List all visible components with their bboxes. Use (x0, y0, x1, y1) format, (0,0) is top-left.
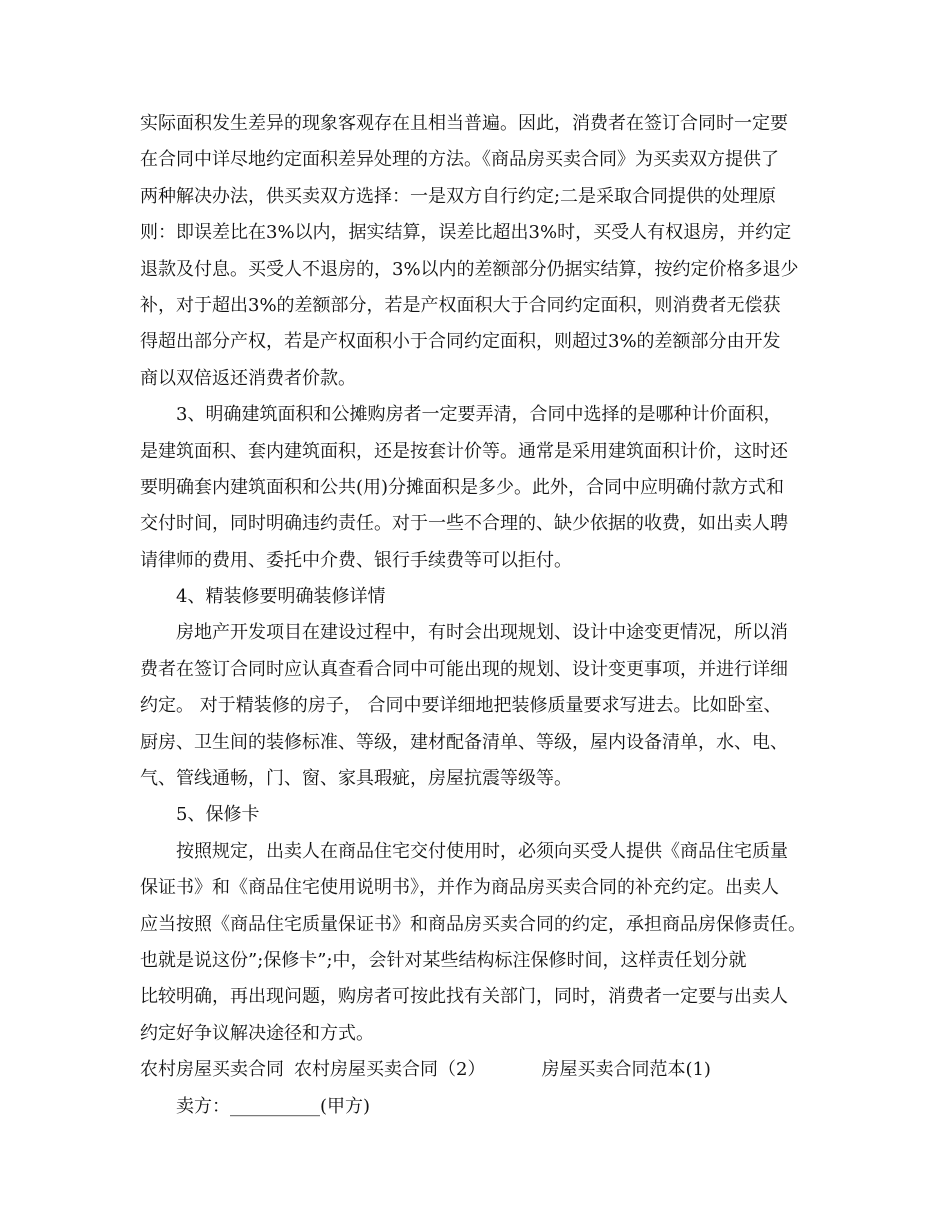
text-line: 请律师的费用、委托中介费、银行手续费等可以拒付。 (140, 549, 572, 571)
text-line: 3、明确建筑面积和公摊购房者一定要弄清，合同中选择的是哪种计价面积， (176, 404, 782, 426)
text-line: 应当按照《商品住宅质量保证书》和商品房买卖合同的约定，承担商品房保修责任。 (140, 913, 806, 935)
text-line: 厨房、卫生间的装修标准、等级，建材配备清单、等级，屋内设备清单，水、电、 (140, 731, 788, 753)
link-rural-house-contract-2[interactable]: 农村房屋买卖合同（2） (294, 1059, 486, 1081)
text-line: 则：即误差比在3%以内，据实结算，误差比超出3%时，买受人有权退房，并约定 (140, 222, 792, 244)
text-line: 商以双倍返还消费者价款。 (140, 367, 356, 389)
text-line: 保证书》和《商品住宅使用说明书》，并作为商品房买卖合同的补充约定。出卖人 (140, 877, 779, 899)
text-line: 是建筑面积、套内建筑面积，还是按套计价等。通常是采用建筑面积计价，这时还 (140, 440, 788, 462)
text-line: 按照规定，出卖人在商品住宅交付使用时，必须向买受人提供《商品住宅质量 (176, 840, 788, 862)
text-line: 房地产开发项目在建设过程中，有时会出现规划、设计中途变更情况，所以消 (176, 622, 788, 644)
text-line: 约定。 对于精装修的房子， 合同中要详细地把装修质量要求写进去。比如卧室、 (140, 695, 782, 717)
text-line: 比较明确，再出现问题，购房者可按此找有关部门，同时，消费者一定要与出卖人 (140, 986, 788, 1008)
text-line: 退款及付息。买受人不退房的，3%以内的差额部分仍据实结算，按约定价格多退少 (140, 258, 799, 280)
text-line: 两种解决办法，供买卖双方选择：一是双方自行约定;二是采取合同提供的处理原 (140, 185, 777, 207)
link-rural-house-contract[interactable]: 农村房屋买卖合同 (140, 1059, 284, 1081)
text-line: 补，对于超出3%的差额部分，若是产权面积大于合同约定面积，则消费者无偿获 (140, 294, 781, 316)
text-line: 在合同中详尽地约定面积差异处理的方法。《商品房买卖合同》为买卖双方提供了 (140, 149, 779, 171)
text-line: 费者在签订合同时应认真查看合同中可能出现的规划、设计变更事项，并进行详细 (140, 658, 788, 680)
text-line: 约定好争议解决途径和方式。 (140, 1022, 374, 1044)
document-body (140, 115, 830, 1134)
text-line: 要明确套内建筑面积和公共(用)分摊面积是多少。此外，合同中应明确付款方式和 (140, 476, 785, 498)
text-line: 交付时间，同时明确违约责任。对于一些不合理的、缺少依据的收费，如出卖人聘 (140, 513, 788, 535)
paragraph-lines (140, 115, 830, 1061)
text-line: 实际面积发生差异的现象客观存在且相当普遍。因此，消费者在签订合同时一定要 (140, 113, 788, 134)
text-line: 气、管线通畅，门、窗、家具瑕疵，房屋抗震等级等。 (140, 768, 572, 790)
related-links (140, 1061, 830, 1097)
text-line: 4、精装修要明确装修详情 (176, 586, 386, 608)
seller-line: 卖方：__________(甲方) (176, 1095, 371, 1117)
text-line: 得超出部分产权，若是产权面积小于合同约定面积，则超过3%的差额部分由开发 (140, 331, 781, 353)
text-line: 也就是说这份”;保修卡”;中，会针对某些结构标注保修时间，这样责任划分就 (140, 949, 747, 971)
text-line: 5、保修卡 (176, 804, 260, 826)
link-house-contract-template[interactable]: 房屋买卖合同范本(1) (541, 1059, 711, 1081)
